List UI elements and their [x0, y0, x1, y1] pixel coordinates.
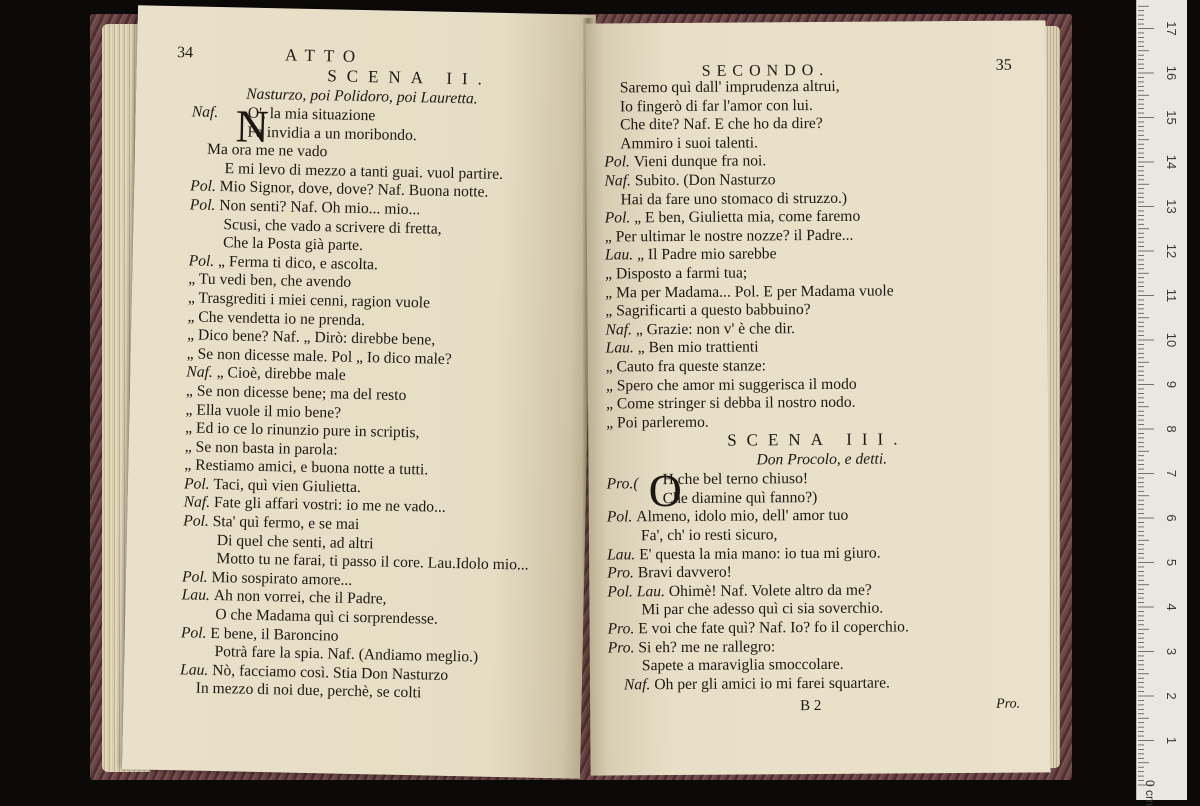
speaker-label: Naf. [191, 103, 219, 121]
speaker-label: Pol. Lau. [607, 582, 669, 601]
catchword: Pro. [996, 697, 1021, 713]
line-text: „ Se non dicesse male. Pol „ Io dico male? [186, 345, 452, 368]
line-text: Ah non vorrei, che il Padre, [213, 587, 387, 609]
speaker-label: Naf. [605, 320, 636, 339]
line-text: „ Restiamo amici, e buona notte a tutti. [184, 456, 429, 479]
line-text: „ E ben, Giulietta mia, come faremo [634, 207, 861, 227]
line-text: Fa invidia a un moribondo. [247, 123, 417, 144]
ruler-label: 7 [1164, 469, 1179, 478]
speaker-label: Pol. [604, 153, 634, 171]
line-text: Ma ora me ne vado [206, 140, 328, 161]
line-text: Taci, quì vien Giulietta. [213, 475, 362, 496]
speaker-label: Pol. [183, 475, 214, 493]
scene-cast: Don Procolo, e detti. [756, 450, 888, 469]
speaker-label: Naf. [186, 363, 217, 382]
line-text: Oh per gli amici io mi farei squartare. [654, 674, 890, 693]
line-text: Che dite? Naf. E che ho da dire? [620, 115, 823, 134]
speaker-label: Lau. [181, 586, 214, 605]
running-head-left: ATTO [284, 45, 365, 67]
line-text: „ Trasgrediti i miei cenni, ragion vuole [187, 289, 431, 312]
line-text: „ Il Padre mio sarebbe [637, 245, 777, 264]
line-text: Subito. (Don Nasturzo [634, 171, 776, 190]
scene-title: SCENA II. [327, 66, 493, 89]
drop-cap-letter: O [648, 465, 683, 517]
line-text: Sta' quì fermo, e se mai [212, 513, 360, 534]
line-text: Nò, facciamo così. Stia Don Nasturzo [212, 661, 449, 684]
line-text: „ Se non basta in parola: [184, 438, 338, 459]
speaker-label: Lau. [607, 545, 640, 564]
line-text: „ Come stringer si debba il nostro nodo. [605, 393, 856, 413]
line-text: Fa', ch' io resti sicuro, [640, 526, 778, 545]
line-text: O che Madama quì ci sorprendesse. [215, 606, 439, 628]
ruler-label: 10 [1164, 332, 1179, 348]
line-text: O', la mia situazione [247, 104, 376, 125]
line-text: Ohimè! Naf. Volete altro da me? [668, 581, 872, 600]
line-text: In mezzo di noi due, perchè, se colti [195, 680, 422, 702]
line-text: „ Se non dicesse bene; ma del resto [185, 382, 407, 404]
ruler-label: 14 [1164, 154, 1179, 170]
line-text: „ Per ultimar le nostre nozze? il Padre... [604, 226, 854, 246]
line-text: „ Grazie: non v' è che dir. [635, 319, 796, 338]
speaker-label: Pro. [607, 620, 639, 638]
ruler-label: 13 [1164, 199, 1179, 214]
line-text: Mio Signor, dove, dove? Naf. Buona notte. [219, 178, 489, 202]
line-text: E voi che fate quì? Naf. Io? fo il coperchio. [638, 618, 909, 638]
right-page [585, 20, 1050, 775]
line-text: Vieni dunque fra noi. [633, 152, 767, 171]
line-text: „ Disposto a farmi tua; [605, 264, 748, 283]
line-text: Fate gli affari vostri: io me ne vado... [213, 494, 446, 517]
line-text: Potrà fare la spia. Naf. (Andiamo meglio.) [214, 643, 479, 666]
line-text: „ Ma per Madama... Pol. E per Madama vuole [605, 282, 894, 302]
ruler-unit-label: 0 cm [1143, 780, 1157, 806]
line-text: Scusi, che vado a scrivere di fretta, [223, 215, 442, 238]
running-head-right: SECONDO. [701, 61, 830, 80]
line-text: Almeno, idolo mio, dell' amor tuo [636, 507, 849, 526]
line-text: „ Dico bene? Naf. „ Dirò: direbbe bene, [186, 326, 436, 349]
left-page-text [179, 100, 580, 706]
speaker-label: Lau. [604, 246, 638, 264]
speaker-label: Naf. [183, 493, 215, 512]
speaker-label: Pol. [190, 177, 220, 196]
line-text: Ammiro i suoi talenti. [620, 134, 759, 153]
line-text: Non senti? Naf. Oh mio... mio... [219, 197, 421, 219]
line-text: Mi par che adesso quì ci sia soverchio. [641, 599, 884, 619]
ruler-label: 4 [1164, 603, 1179, 611]
speaker-label: Pol. [189, 196, 220, 215]
line-text: Che diamine quì fanno?) [662, 488, 818, 507]
speaker-label: Naf. [623, 675, 655, 694]
speaker-label: Pol. [606, 508, 637, 526]
line-text: „ Ferma ti dico, e ascolta. [217, 252, 379, 274]
page-number-right: 35 [995, 56, 1012, 74]
right-page-text-top [604, 77, 1028, 433]
line-text: „ Sagrificarti a questo babbuino? [605, 301, 811, 320]
line-text: Saremo quì dall' imprudenza altrui, [619, 77, 840, 97]
line-text: „ Ed io ce lo rinunzio pure in scriptis, [185, 419, 420, 442]
speaker-label: Pol. [183, 512, 213, 531]
ruler-label: 17 [1164, 21, 1179, 36]
line-text: Hai da fare uno stomaco di struzzo.) [620, 189, 848, 208]
speaker-label: Pro. [607, 564, 638, 582]
line-text: Sapete a maraviglia smoccolare. [641, 656, 844, 675]
ruler-label: 11 [1164, 288, 1179, 303]
line-text: Che la Posta già parte. [222, 234, 364, 255]
speaker-label: Pro. [607, 638, 639, 657]
speaker-label: Pro.( [606, 475, 639, 493]
ruler-scale [1137, 0, 1187, 800]
ruler-label: 3 [1164, 647, 1179, 656]
line-text: Motto tu ne farai, ti passo il core. Lau.Idolo mio... [216, 550, 529, 574]
measuring-ruler [1136, 0, 1187, 806]
line-text: „ Spero che amor mi suggerisca il modo [605, 375, 857, 394]
line-text: „ Che vendetta io ne prenda. [187, 307, 366, 329]
line-text: E bene, il Baroncino [210, 624, 339, 645]
line-text: E mi levo di mezzo a tanti guai. vuol partire. [224, 159, 504, 183]
line-text: „ Cauto fra queste stanze: [605, 357, 767, 376]
ruler-label: 15 [1164, 110, 1179, 125]
line-text: E' questa la mia mano: io tua mi giuro. [639, 544, 881, 563]
left-page [122, 5, 596, 778]
speaker-label: Pol. [188, 252, 219, 270]
ruler-label: 1 [1164, 736, 1179, 745]
speaker-label: Naf. [604, 172, 635, 190]
drop-cap-letter: N [235, 100, 270, 153]
line-text: H che bel terno chiuso! [662, 470, 809, 489]
ruler-label: 16 [1164, 65, 1179, 81]
speaker-label: Pol. [180, 623, 211, 642]
ruler-label: 9 [1164, 380, 1179, 389]
ruler-label: 6 [1164, 514, 1179, 522]
speaker-label: Lau. [179, 661, 213, 679]
ruler-label: 8 [1164, 425, 1179, 433]
scene-cast: Nasturzo, poi Polidoro, poi Lauretta. [246, 85, 478, 108]
line-text: „ Poi parleremo. [606, 413, 709, 432]
ruler-label: 2 [1164, 692, 1179, 700]
speaker-label: Lau. [605, 339, 638, 357]
line-text: „ Ben mio trattienti [637, 338, 759, 357]
line-text: „ Ella vuole il mio bene? [185, 400, 342, 422]
right-page-header [604, 57, 1026, 80]
speaker-label: Pol. [181, 568, 212, 586]
page-number-left: 34 [176, 44, 194, 62]
ruler-label: 5 [1164, 558, 1179, 567]
ruler-label: 12 [1164, 243, 1179, 259]
scene-title: SCENA III. [727, 429, 908, 450]
line-text: Io fingerò di far l'amor con lui. [619, 96, 813, 115]
line-text: Mio sospirato amore... [211, 568, 353, 589]
line-text: Di quel che senti, ad altri [216, 531, 374, 552]
speaker-label: Pol. [604, 209, 635, 227]
signature-mark: B 2 [800, 698, 822, 715]
line-text: „ Cioè, direbbe male [216, 364, 346, 385]
line-text: Bravi davvero! [637, 563, 732, 582]
text-line [608, 673, 1030, 695]
line-text: Si eh? me ne rallegro: [638, 637, 776, 656]
line-text: „ Tu vedi ben, che avendo [188, 270, 352, 292]
